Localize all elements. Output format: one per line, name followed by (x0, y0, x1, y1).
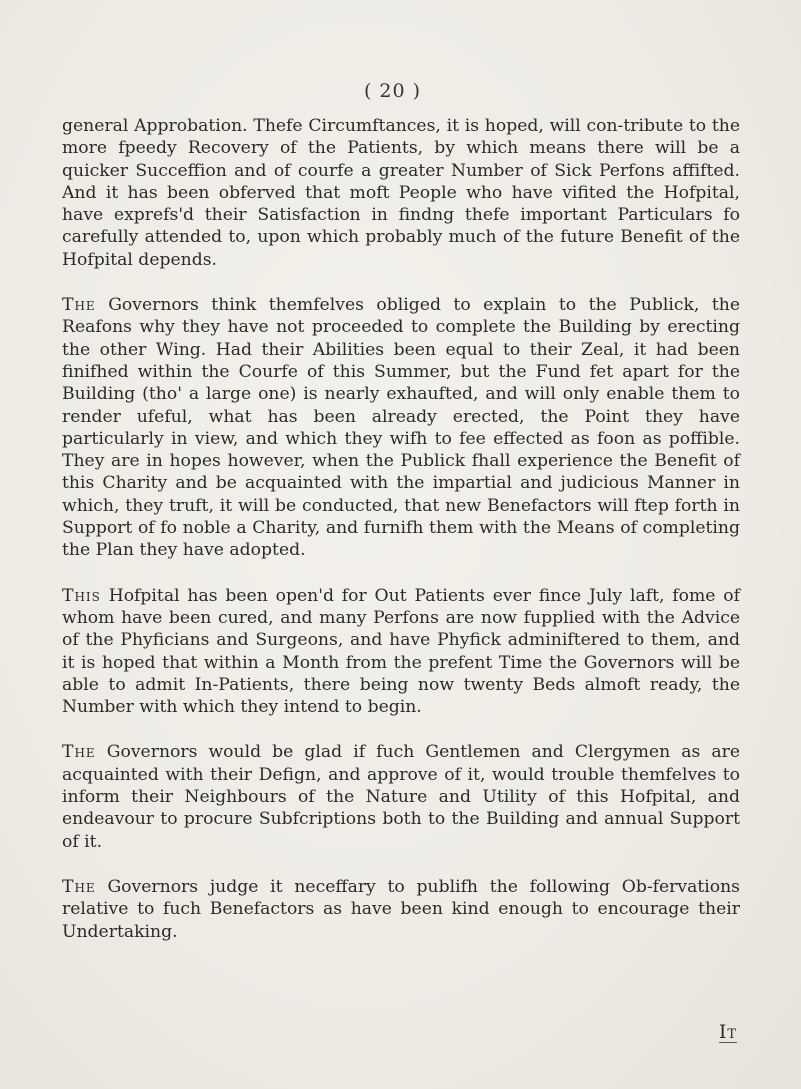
paragraph-3 (62, 585, 740, 719)
paragraph-3-lead: This (62, 585, 101, 606)
paragraph-5-text: Governors judge it neceffary to publifh the following Ob-fervations relative to fuch Benefactors as have been kind enough to encourage their Undertaking. (62, 876, 740, 942)
page-number: ( 20 ) (363, 80, 422, 102)
paragraph-4-text: Governors would be glad if fuch Gentlemen and Clergymen as are acquainted with their Defign, and approve of it, would trouble themfelves to inform their Neighbours of the Nature and Utility of this Hofpital, and endeavour to procure Subfcriptions both to the Building and annual Support of it. (62, 742, 740, 852)
paragraph-5-lead: The (62, 876, 96, 897)
page-body (62, 115, 740, 943)
paragraph-1-text: general Approbation. Thefe Circumftances, it is hoped, will con-tribute to the more fpeedy Recovery of the Patients, by which means there will be a quicker Succeffion and of courfe a greater Number of Sick Perfons affifted. And it has been obferved that moft People who have vifited the Hofpital, have exprefs'd their Satisfaction in findng thefe important Particulars fo carefully attended to, upon which probably much of the future Benefit of the Hofpital depends. (62, 116, 740, 270)
paragraph-2-lead: The (62, 295, 96, 316)
paragraph-4 (62, 741, 740, 852)
paragraph-3-text: Hofpital has been open'd for Out Patients ever fince July laft, fome of whom have been cured, and many Perfons are now fupplied with the Advice of the Phyficians and Surgeons, and have Phyfick adminiftered to them, and it is hoped that within a Month from the prefent Time the Governors will be able to admit In-Patients, there being now twenty Beds almoft ready, the Number with which they intend to begin. (62, 585, 740, 718)
paragraph-2 (62, 294, 740, 562)
paragraph-1 (62, 115, 740, 271)
paragraph-2-text: Governors think themfelves obliged to explain to the Publick, the Reafons why they have not proceeded to complete the Building by erecting the other Wing. Had their Abilities been equal to their Zeal, it had been finifhed within the Courfe of this Summer, but the Fund fet apart for the Building (tho' a large one) is nearly exhaufted, and will only enable them to render ufeful, what has been already erected, the Point they have particularly in view, and which they wifh to fee effected as foon as poffible. They are in hopes however, when the Publick fhall experience the Benefit of this Charity and be acquainted with the impartial and judicious Manner in which, they truft, it will be conducted, that new Benefactors will ftep forth in Support of fo noble a Charity, and furnifh them with the Means of completing the Plan they have adopted. (62, 295, 740, 561)
paragraph-5 (62, 876, 740, 943)
paragraph-4-lead: The (62, 742, 96, 763)
catchword: It (718, 1021, 737, 1043)
